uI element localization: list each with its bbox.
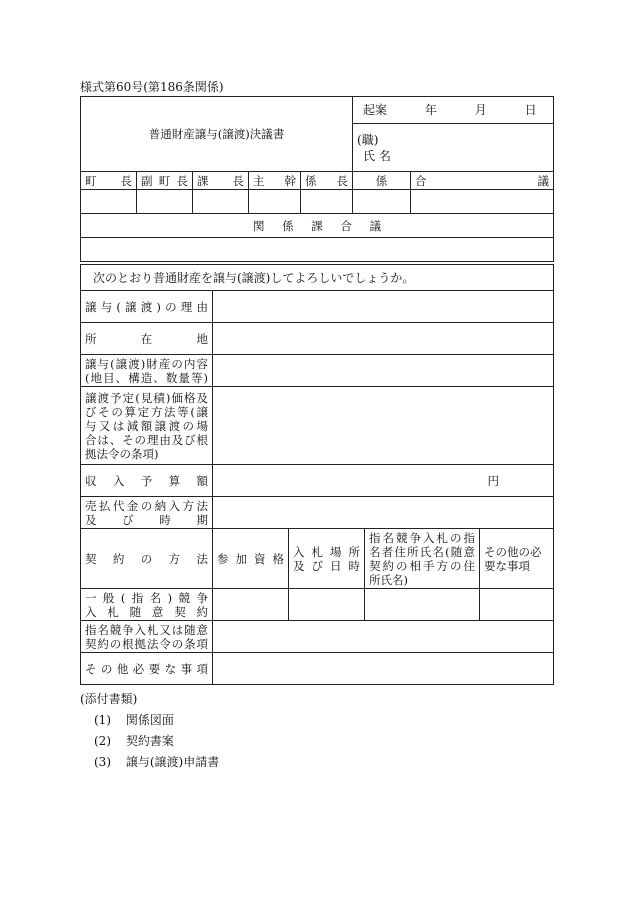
payment-label [81, 497, 213, 529]
attachment-number: (2) [94, 734, 111, 748]
approver-chief-clerk: 係 長 [301, 172, 353, 190]
bid-header [289, 529, 365, 589]
attachment-number: (3) [94, 755, 111, 769]
payment-label-line1: 売払代金の納入方法 [85, 498, 208, 513]
bid-header-line1: 入札場所 [293, 544, 360, 559]
attachment-text: 関係図面 [125, 713, 174, 727]
seal-box-clerk [353, 190, 411, 214]
basis-label-line1: 指名競争入札又は随意 [85, 622, 208, 637]
other-needed-header [480, 529, 554, 589]
content-label-line2: (地目、構造、数量等) [85, 370, 208, 385]
attachment-text: 譲与(譲渡)申請書 [125, 755, 220, 769]
price-label-line3: 与又は減額譲渡の場 [85, 418, 208, 433]
designated-header-line4: 所氏名) [369, 572, 408, 587]
related-consultation-heading [81, 214, 554, 238]
qualification-value [213, 589, 289, 621]
document-title: 普通財産譲与(譲渡)決議書 [148, 127, 285, 141]
location-value [213, 323, 554, 355]
yen-unit: 円 [487, 473, 500, 488]
statement-cell [81, 265, 554, 291]
other-needed-header-line1: その他の必 [484, 544, 542, 559]
attachment-text: 契約書案 [125, 734, 174, 748]
designated-header-line1: 指名競争入札の指 [369, 530, 475, 545]
approval-table [80, 96, 554, 262]
form-number: 様式第60号(第186条関係) [80, 80, 224, 94]
price-label-line5: 拠法令の条項) [85, 446, 159, 461]
general-label-line1: 一般(指名)競争 [85, 590, 208, 605]
price-label [81, 387, 213, 465]
designated-header-line3: 契約の相手方の住 [369, 558, 475, 573]
qualification-header: 参加資格 [213, 529, 289, 589]
related-consultation-label: 関 係 課 合 議 [252, 218, 382, 233]
method-label: 契 約 の 方 法 [81, 529, 213, 589]
seal-box-deputy-mayor [137, 190, 193, 214]
payment-value [213, 497, 554, 529]
statement-text: 次のとおり普通財産を譲与(譲渡)してよろしいでしょうか。 [93, 270, 415, 285]
basis-label-line2: 契約の根拠法令の条項 [85, 636, 208, 651]
other-label: その他必要な事項 [81, 653, 213, 685]
reason-value [213, 291, 554, 323]
designated-header-line2: 名者住所氏名(随意 [369, 544, 475, 559]
price-label-line2: びその算定方法等(譲 [85, 404, 208, 419]
drafted-date-cell [353, 97, 554, 124]
budget-value [213, 465, 554, 497]
price-label-line1: 譲渡予定(見積)価格及 [85, 390, 208, 405]
content-label [81, 355, 213, 387]
designated-header [365, 529, 480, 589]
month-label: 月 [474, 103, 487, 117]
drafted-label: 起案 [363, 103, 388, 117]
name-label: 氏 名 [363, 148, 391, 163]
bid-value [289, 589, 365, 621]
content-value [213, 355, 554, 387]
attachment-item [94, 732, 174, 749]
position-label: (職) [357, 132, 379, 147]
seal-box-section-chief [193, 190, 249, 214]
bid-header-line2: 及び日時 [293, 558, 360, 573]
general-label-line2: 入札随意契約 [85, 604, 208, 619]
reason-label: 譲与(譲渡)の理由 [81, 291, 213, 323]
budget-label: 収 入 予 算 額 [81, 465, 213, 497]
price-label-line4: 合は、その理由及び根 [85, 432, 208, 447]
other-needed-header-line2: 要な事項 [484, 558, 530, 573]
attachment-number: (1) [94, 713, 111, 727]
designated-value [365, 589, 480, 621]
approver-deputy-mayor: 副町長 [137, 172, 193, 190]
general-label [81, 589, 213, 621]
details-table [80, 264, 554, 685]
other-value [213, 653, 554, 685]
year-label: 年 [424, 103, 437, 117]
seal-box-supervisor [249, 190, 301, 214]
basis-label [81, 621, 213, 653]
drafter-cell [353, 124, 554, 172]
attachment-item [94, 711, 174, 728]
seal-box-chief-clerk [301, 190, 353, 214]
attachments-heading: (添付書類) [80, 692, 138, 706]
approver-section-chief: 課 長 [193, 172, 249, 190]
related-consultation-box [81, 238, 554, 262]
attachment-item [94, 753, 219, 770]
basis-value [213, 621, 554, 653]
approver-mayor: 町 長 [81, 172, 137, 190]
other-needed-value [480, 589, 554, 621]
approver-supervisor: 主 幹 [249, 172, 301, 190]
approver-consultation: 合 議 [411, 172, 554, 190]
seal-box-consultation [411, 190, 554, 214]
payment-label-line2: 及 び 時 期 [85, 512, 208, 527]
day-label: 日 [524, 103, 537, 117]
price-value [213, 387, 554, 465]
seal-box-mayor [81, 190, 137, 214]
document-title-cell [81, 97, 353, 172]
content-label-line1: 譲与(譲渡)財産の内容 [85, 356, 208, 371]
location-label: 所 在 地 [81, 323, 213, 355]
approver-clerk: 係 [353, 172, 411, 190]
